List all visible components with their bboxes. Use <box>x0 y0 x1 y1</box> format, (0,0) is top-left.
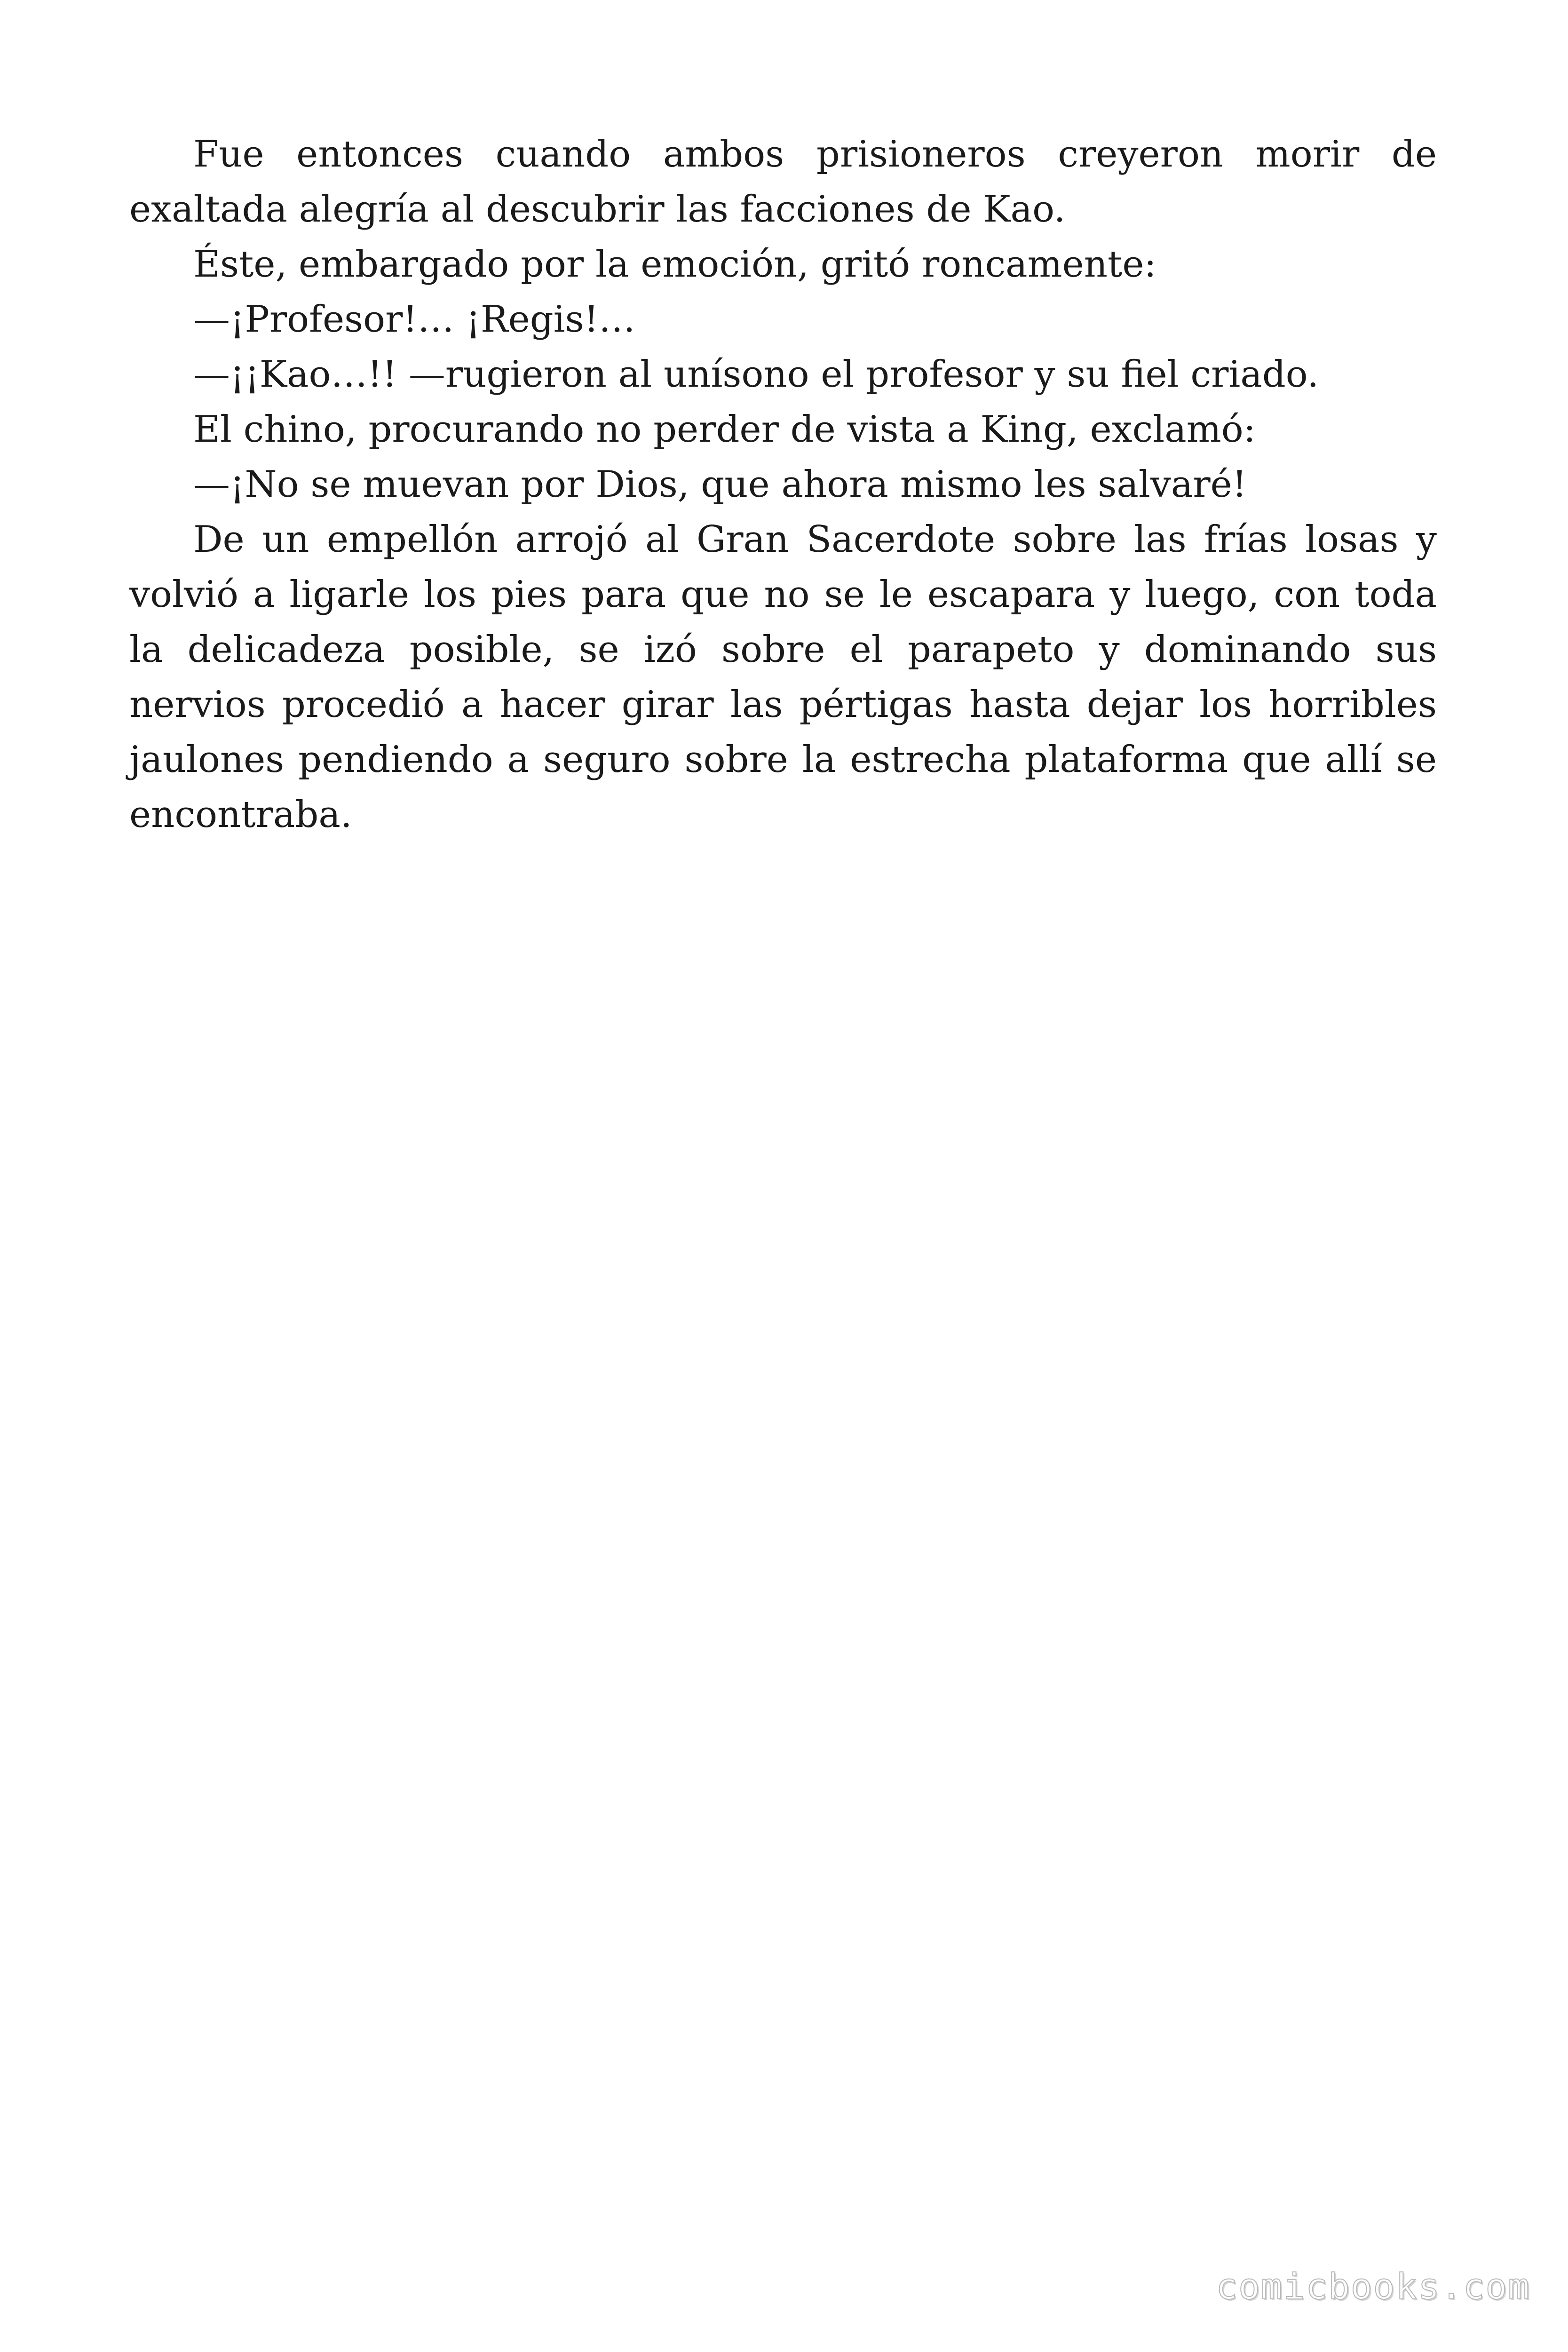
body-text <box>129 127 1437 842</box>
dialogue-line: —¡No se muevan por Dios, que ahora mismo les salvaré! <box>193 463 1247 506</box>
paragraph: Éste, embargado por la emoción, gritó roncamente: <box>193 243 1156 286</box>
paragraph: Fue entonces cuando ambos prisioneros creyeron morir de exaltada alegría al descubrir las facciones de Kao. <box>129 133 1437 230</box>
paragraph: El chino, procurando no perder de vista a King, exclamó: <box>193 408 1256 451</box>
dialogue-line: —¡Profesor!… ¡Regis!… <box>193 298 635 341</box>
watermark: comicbooks.com <box>1216 2265 1530 2307</box>
dialogue-line: —¡¡Kao…!! —rugieron al unísono el profesor y su fiel criado. <box>193 353 1319 396</box>
paragraph: De un empellón arrojó al Gran Sacerdote sobre las frías losas y volvió a ligarle los pies para que no se le escapara y luego, con toda la delicadeza posible, se izó sobre el parapeto y dominando sus nervios procedió a hacer girar las pértigas hasta dejar los horribles jaulones pendiendo a seguro sobre la estrecha plataforma que allí se encontraba. <box>129 518 1437 836</box>
